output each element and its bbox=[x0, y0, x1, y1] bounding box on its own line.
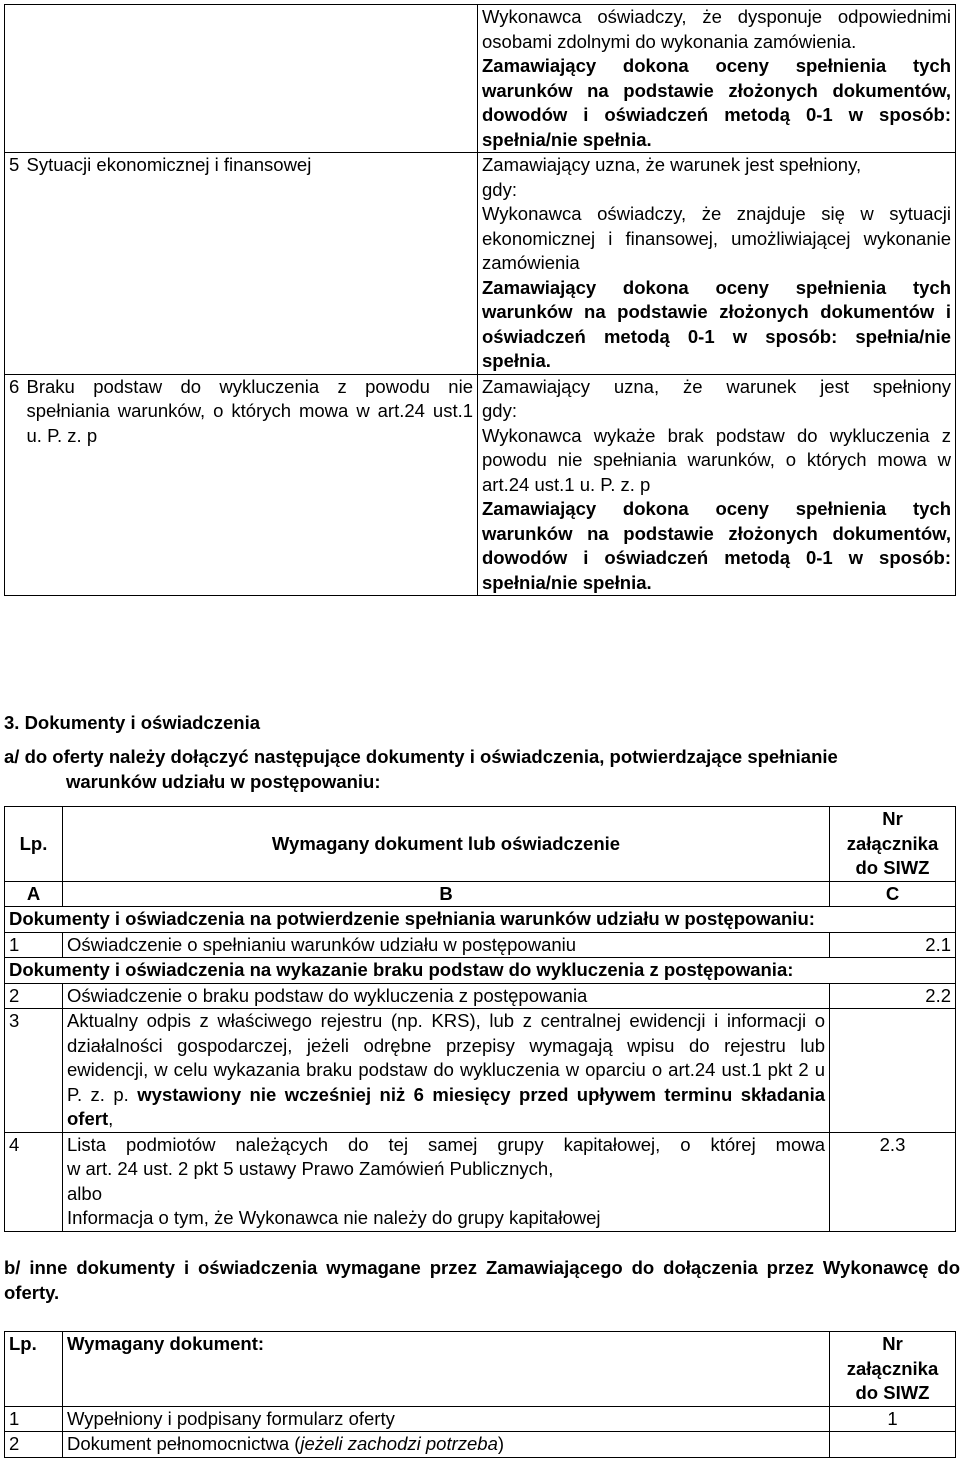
assessment-text: Zamawiający dokona oceny spełnienia tych warunków na podstawie złożonych dokumentów i oświadczeń metodą 0-1 w sposób: spełnia/nie spełnia. bbox=[482, 276, 951, 371]
description-text: Wykonawca oświadczy, że dysponuje odpowiednimi osobami zdolnymi do wykonania zamówienia. bbox=[482, 6, 951, 52]
row-number: 5 bbox=[5, 153, 27, 375]
table-header-row bbox=[5, 1332, 956, 1407]
row-number: 3 bbox=[5, 1009, 63, 1133]
column-letter-b: B bbox=[63, 881, 830, 907]
row-number-cell bbox=[5, 5, 27, 153]
condition-cell bbox=[27, 374, 478, 596]
required-documents-table bbox=[4, 806, 956, 1232]
column-header-lp: Lp. bbox=[5, 807, 63, 882]
document-name: Oświadczenie o braku podstaw do wykluczenia z postępowania bbox=[63, 983, 830, 1009]
row-number: 4 bbox=[5, 1132, 63, 1231]
conditions-table bbox=[4, 4, 956, 596]
document-name: Dokument pełnomocnictwa (jeżeli zachodzi potrzeba) bbox=[63, 1432, 830, 1458]
row-number: 6 bbox=[5, 374, 27, 596]
column-header-document: Wymagany dokument lub oświadczenie bbox=[63, 807, 830, 882]
other-documents-table bbox=[4, 1331, 956, 1458]
description-gdy: gdy: bbox=[482, 178, 517, 200]
assessment-text: Zamawiający dokona oceny spełnienia tych warunków na podstawie złożonych dokumentów, dowodów i oświadczeń metodą 0-1 w sposób: spełnia/nie spełnia. bbox=[482, 55, 951, 150]
column-header-lp: Lp. bbox=[5, 1332, 63, 1407]
attachment-number: 1 bbox=[830, 1406, 956, 1432]
table-row bbox=[5, 374, 956, 596]
attachment-number bbox=[830, 1009, 956, 1133]
group-title-row bbox=[5, 958, 956, 984]
document-name: Wypełniony i podpisany formularz oferty bbox=[63, 1406, 830, 1432]
row-number: 1 bbox=[5, 932, 63, 958]
section-subtitle-a: a/ do oferty należy dołączyć następujące dokumenty i oświadczenia, potwierdzające spełnianie warunków udziału w postępowaniu: bbox=[4, 746, 838, 792]
document-name: Lista podmiotów należących do tej samej grupy kapitałowej, o której mowa w art. 24 ust. 2 pkt 5 ustawy Prawo Zamówień Publicznych, albo Informacja o tym, że Wykonawca nie należy do grupy kapitałowej bbox=[63, 1132, 830, 1231]
document-name: Aktualny odpis z właściwego rejestru (np. KRS), lub z centralnej ewidencji i informacji o działalności gospodarczej, jeżeli odrębne przepisy wymagają wpisu do rejestru lub ewidencji, w celu wykazania braku podstaw do wykluczenia w oparciu o art.24 ust.1 pkt 2 u P. z. p. wystawiony nie wcześniej niż 6 miesięcy przed upływem terminu składania ofert, bbox=[63, 1009, 830, 1133]
description-cell bbox=[478, 374, 956, 596]
column-header-attachment: Nr załącznika do SIWZ bbox=[830, 1332, 956, 1407]
column-letter-c: C bbox=[830, 881, 956, 907]
row-number: 1 bbox=[5, 1406, 63, 1432]
description-cell bbox=[478, 5, 956, 153]
table-header-row bbox=[5, 807, 956, 882]
description-cell bbox=[478, 153, 956, 375]
section-subtitle-b: b/ inne dokumenty i oświadczenia wymagane przez Zamawiającego do dołączenia przez Wykonawcę do oferty. bbox=[4, 1257, 960, 1303]
table-row bbox=[5, 1406, 956, 1432]
table-row bbox=[5, 1132, 956, 1231]
attachment-number: 2.2 bbox=[830, 983, 956, 1009]
table-row bbox=[5, 1009, 956, 1133]
attachment-number: 2.3 bbox=[830, 1132, 956, 1231]
description-text: Wykonawca wykaże brak podstaw do wykluczenia z powodu nie spełniania warunków, o których mowa w art.24 ust.1 u. P. z. p bbox=[482, 424, 952, 495]
table-letters-row bbox=[5, 881, 956, 907]
assessment-text: Zamawiający dokona oceny spełnienia tych warunków na podstawie złożonych dokumentów, dowodów i oświadczeń metodą 0-1 w sposób: spełnia/nie spełnia. bbox=[482, 498, 951, 593]
group-title: Dokumenty i oświadczenia na wykazanie braku podstaw do wykluczenia z postępowania: bbox=[5, 958, 956, 984]
condition-cell bbox=[27, 5, 478, 153]
document-name: Oświadczenie o spełnianiu warunków udziału w postępowaniu bbox=[63, 932, 830, 958]
table-row bbox=[5, 932, 956, 958]
row-number: 2 bbox=[5, 983, 63, 1009]
group-title-row bbox=[5, 907, 956, 933]
table-row bbox=[5, 1432, 956, 1458]
description-intro: Zamawiający uzna, że warunek jest spełniony bbox=[482, 375, 951, 397]
description-intro: Zamawiający uzna, że warunek jest spełniony, bbox=[482, 154, 862, 175]
column-letter-a: A bbox=[5, 881, 63, 907]
row-number: 2 bbox=[5, 1432, 63, 1458]
condition-name: Sytuacji ekonomicznej i finansowej bbox=[27, 153, 478, 375]
group-title: Dokumenty i oświadczenia na potwierdzenie spełniania warunków udziału w postępowaniu: bbox=[5, 907, 956, 933]
column-header-document: Wymagany dokument: bbox=[63, 1332, 830, 1407]
column-header-attachment: Nr załącznika do SIWZ bbox=[830, 807, 956, 882]
attachment-number: 2.1 bbox=[830, 932, 956, 958]
description-text: Wykonawca oświadczy, że znajduje się w sytuacji ekonomicznej i finansowej, umożliwiającej wykonanie zamówienia bbox=[482, 203, 952, 273]
table-row bbox=[5, 153, 956, 375]
attachment-number bbox=[830, 1432, 956, 1458]
table-row bbox=[5, 5, 956, 153]
table-row bbox=[5, 983, 956, 1009]
description-gdy: gdy: bbox=[482, 400, 517, 421]
section-title: 3. Dokumenty i oświadczenia bbox=[4, 712, 260, 733]
condition-name: Braku podstaw do wykluczenia z powodu nie spełniania warunków, o których mowa w art.24 ust.1 u. P. z. p bbox=[26, 375, 474, 446]
